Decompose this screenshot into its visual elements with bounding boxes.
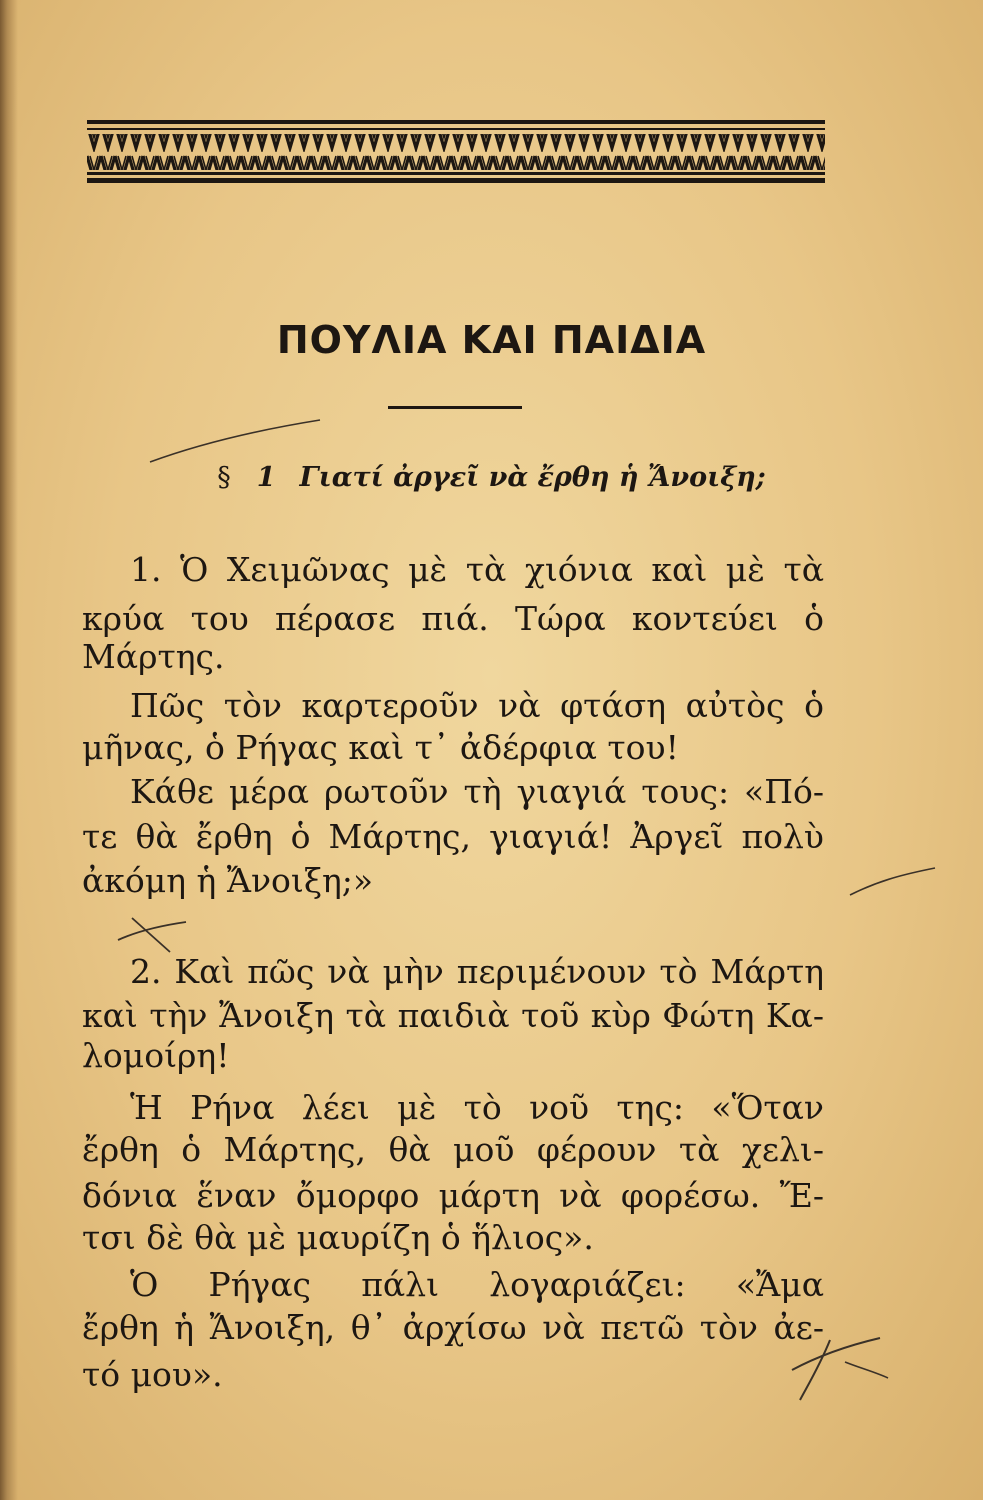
text-line: ἔρθη ὁ Μάρτης, θὰ μοῦ φέρουν τὰ χελι- [82,1130,824,1169]
text-line: Κάθε μέρα ρωτοῦν τὴ γιαγιά τους: «Πό- [130,772,824,811]
text-line: τό μου». [82,1355,223,1394]
text-line: τσι δὲ θὰ μὲ μαυρίζη ὁ ἥλιος». [82,1218,594,1257]
text-line: Ὁ Ρήγας πάλι λογαριάζει: «Ἄμα [130,1265,824,1304]
text-line: Ἡ Ρήνα λέει μὲ τὸ νοῦ της: «Ὅταν [130,1088,824,1127]
text-line: ἔρθη ἡ Ἄνοιξη, θ᾽ ἀρχίσω νὰ πετῶ τὸν ἀε- [82,1308,824,1347]
chapter-title: ΠΟΥΛΙΑ ΚΑΙ ΠΑΙΔΙΑ [276,318,707,362]
text-line: λομοίρη! [82,1036,230,1075]
text-line: 2. Καὶ πῶς νὰ μὴν περιμένουν τὸ Μάρτη [130,952,824,991]
text-line: δόνια ἕναν ὄμορφο μάρτη νὰ φορέσω. Ἔ- [82,1176,824,1215]
section-symbol: § [217,462,231,493]
section-number: 1 [256,462,276,493]
text-line: Μάρτης. [82,637,225,676]
text-line: μῆνας, ὁ Ρήγας καὶ τ᾽ ἀδέρφια του! [82,728,679,767]
page-binding-edge [0,0,18,1500]
text-line: ἀκόμη ἡ Ἄνοιξη;» [82,861,374,900]
title-underline [388,406,522,409]
text-line: 1. Ὁ Χειμῶνας μὲ τὰ χιόνια καὶ μὲ τὰ [130,550,824,589]
section-title: Γιατί ἀργεῖ νὰ ἔρθη ἡ Ἄνοιξη; [299,462,766,493]
text-line: καὶ τὴν Ἄνοιξη τὰ παιδιὰ τοῦ κὺρ Φώτη Κα- [82,996,824,1035]
text-line: κρύα του πέρασε πιά. Τώρα κοντεύει ὁ [82,599,824,638]
decorative-header-band [87,120,825,184]
text-line: τε θὰ ἔρθη ὁ Μάρτης, γιαγιά! Ἀργεῖ πολὺ [82,817,824,856]
section-heading [0,462,983,493]
text-line: Πῶς τὸν καρτεροῦν νὰ φτάση αὐτὸς ὁ [130,686,824,725]
